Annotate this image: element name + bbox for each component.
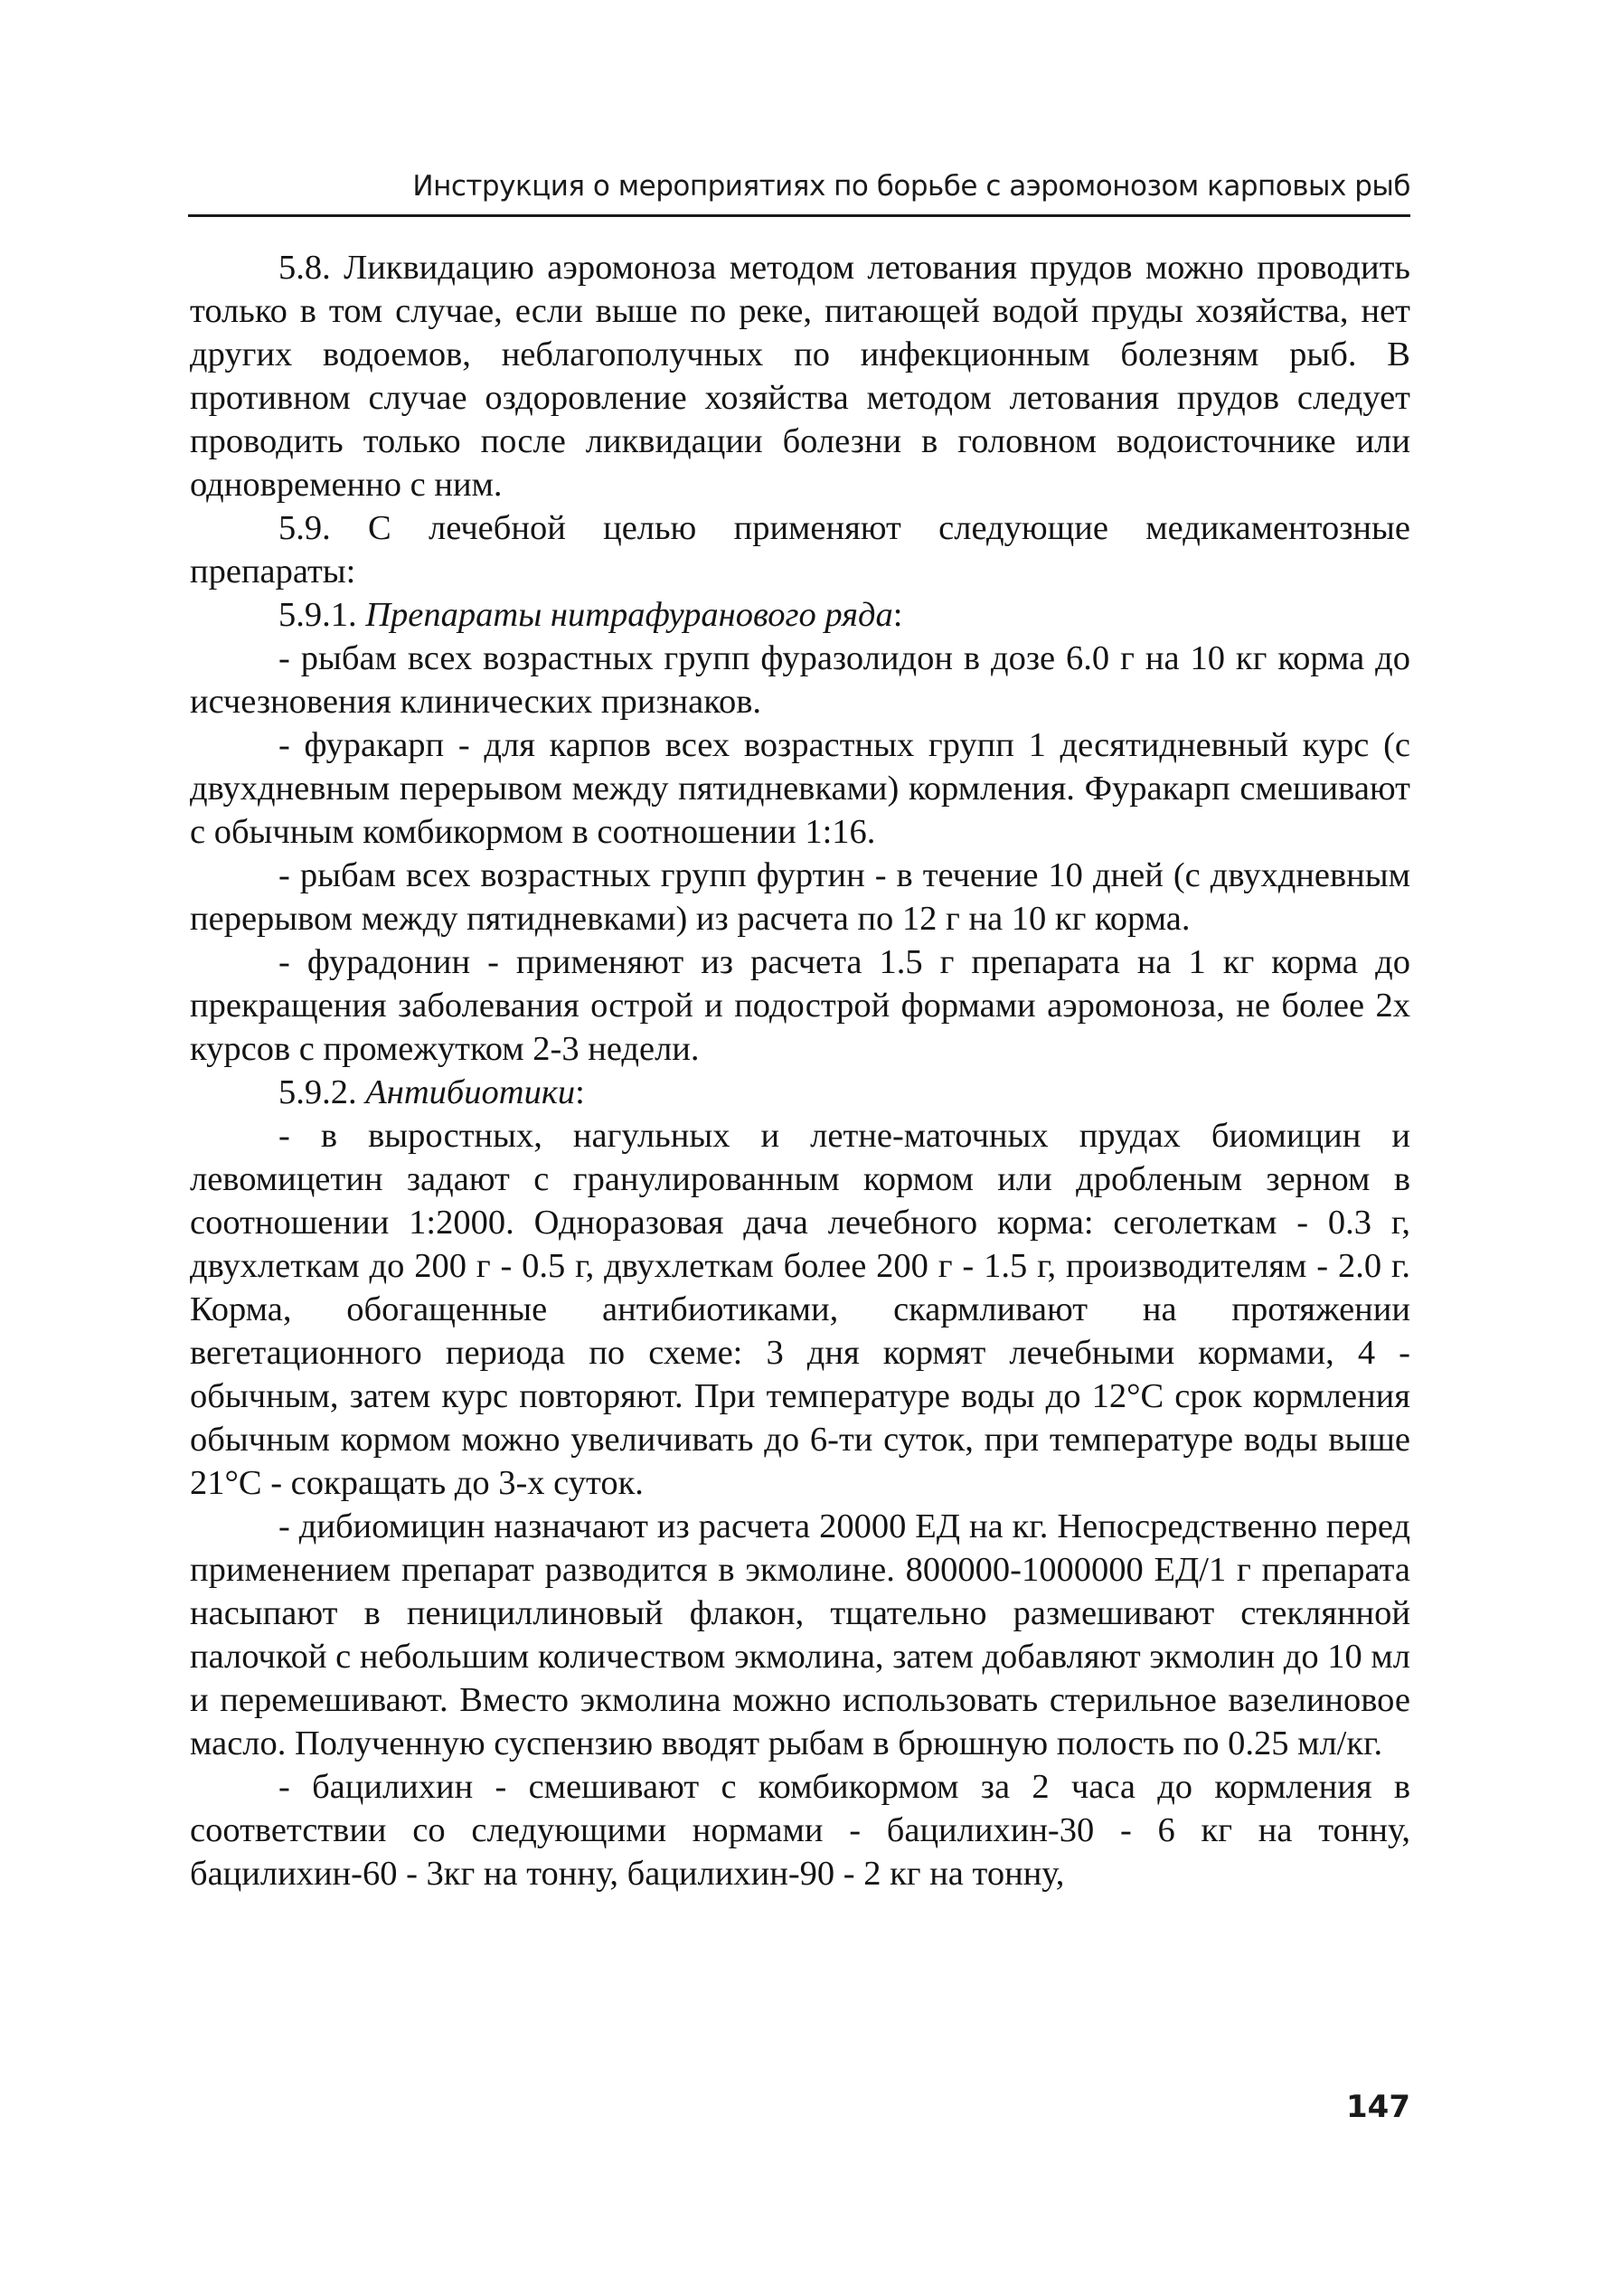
- subsection-title: Антибиотики: [365, 1073, 576, 1111]
- item-furakarp: - фуракарп - для карпов всех возрастных групп 1 десятидневный курс (с двухдневным перерывом между пятидневками) кормления. Фуракарп смешивают с обычным комбикормом в соотношении 1:16.: [190, 726, 1410, 851]
- running-header: Инструкция о мероприятиях по борьбе с аэромонозом карповых рыб: [412, 170, 1410, 203]
- item-dibiomicin: - дибиомицин назначают из расчета 20000 ЕД на кг. Непосредственно перед применением препарат разводится в экмолине. 800000-1000000 ЕД/1 г препарата насыпают в пенициллиновый флакон, тщательно размешивают стеклянной палочкой с небольшим количеством экмолина, затем добавляют экмолин до 10 мл и перемешивают. Вместо экмолина можно использовать стерильное вазелиновое масло. Полученную суспензию вводят рыбам в брюшную полость по 0.25 мл/кг.: [190, 1507, 1410, 1762]
- paragraph-5-9: 5.9. С лечебной целью применяют следующие медикаментозные препараты:: [190, 509, 1410, 591]
- subsection-number: 5.9.2.: [278, 1073, 357, 1111]
- item-bacilihin: - бацилихин - смешивают с комбикормом за 2 часа до кормления в соответствии со следующими нормами - бацилихин-30 - 6 кг на тонну, бацилихин-60 - 3кг на тонну, бацилихин-90 - 2 кг на тонну,: [190, 1768, 1410, 1893]
- subsection-number: 5.9.1.: [278, 596, 357, 634]
- subsection-5-9-1-heading: [190, 593, 1410, 637]
- page-number: 147: [1346, 2089, 1410, 2125]
- item-furadonin: - фурадонин - применяют из расчета 1.5 г препарата на 1 кг корма до прекращения заболевания острой и подострой формами аэромоноза, не более 2х курсов с промежутком 2-3 недели.: [190, 943, 1410, 1068]
- item-furazolidon: - рыбам всех возрастных групп фуразолидон в дозе 6.0 г на 10 кг корма до исчезновения клинических признаков.: [190, 639, 1410, 721]
- subsection-5-9-2-heading: [190, 1071, 1410, 1114]
- header-rule: [188, 214, 1410, 217]
- subsection-suffix: :: [575, 1073, 585, 1111]
- paragraph-5-8: 5.8. Ликвидацию аэромоноза методом летования прудов можно проводить только в том случае, если выше по реке, питающей водой пруды хозяйства, нет других водоемов, неблагополучных по инфекционным болезням рыб. В противном случае оздоровление хозяйства методом летования прудов следует проводить только после ликвидации болезни в головном водоисточнике или одновременно с ним.: [190, 249, 1410, 504]
- subsection-suffix: :: [892, 596, 903, 634]
- subsection-title: Препараты нитрафуранового ряда: [365, 596, 893, 634]
- body-text: [190, 246, 1410, 1895]
- item-furtin: - рыбам всех возрастных групп фуртин - в течение 10 дней (с двухдневным перерывом между пятидневками) из расчета по 12 г на 10 кг корма.: [190, 856, 1410, 938]
- item-biomicin: - в выростных, нагульных и летне-маточных прудах биомицин и левомицетин задают с гранулированным кормом или дробленым зерном в соотношении 1:2000. Одноразовая дача лечебного корма: сеголеткам - 0.3 г, двухлеткам до 200 г - 0.5 г, двухлеткам более 200 г - 1.5 г, производителям - 2.0 г. Корма, обогащенные антибиотиками, скармливают на протяжении вегетационного периода по схеме: 3 дня кормят лечебными кормами, 4 - обычным, затем курс повторяют. При температуре воды до 12°С срок кормления обычным кормом можно увеличивать до 6-ти суток, при температуре воды выше 21°С - сокращать до 3-х суток.: [190, 1117, 1410, 1502]
